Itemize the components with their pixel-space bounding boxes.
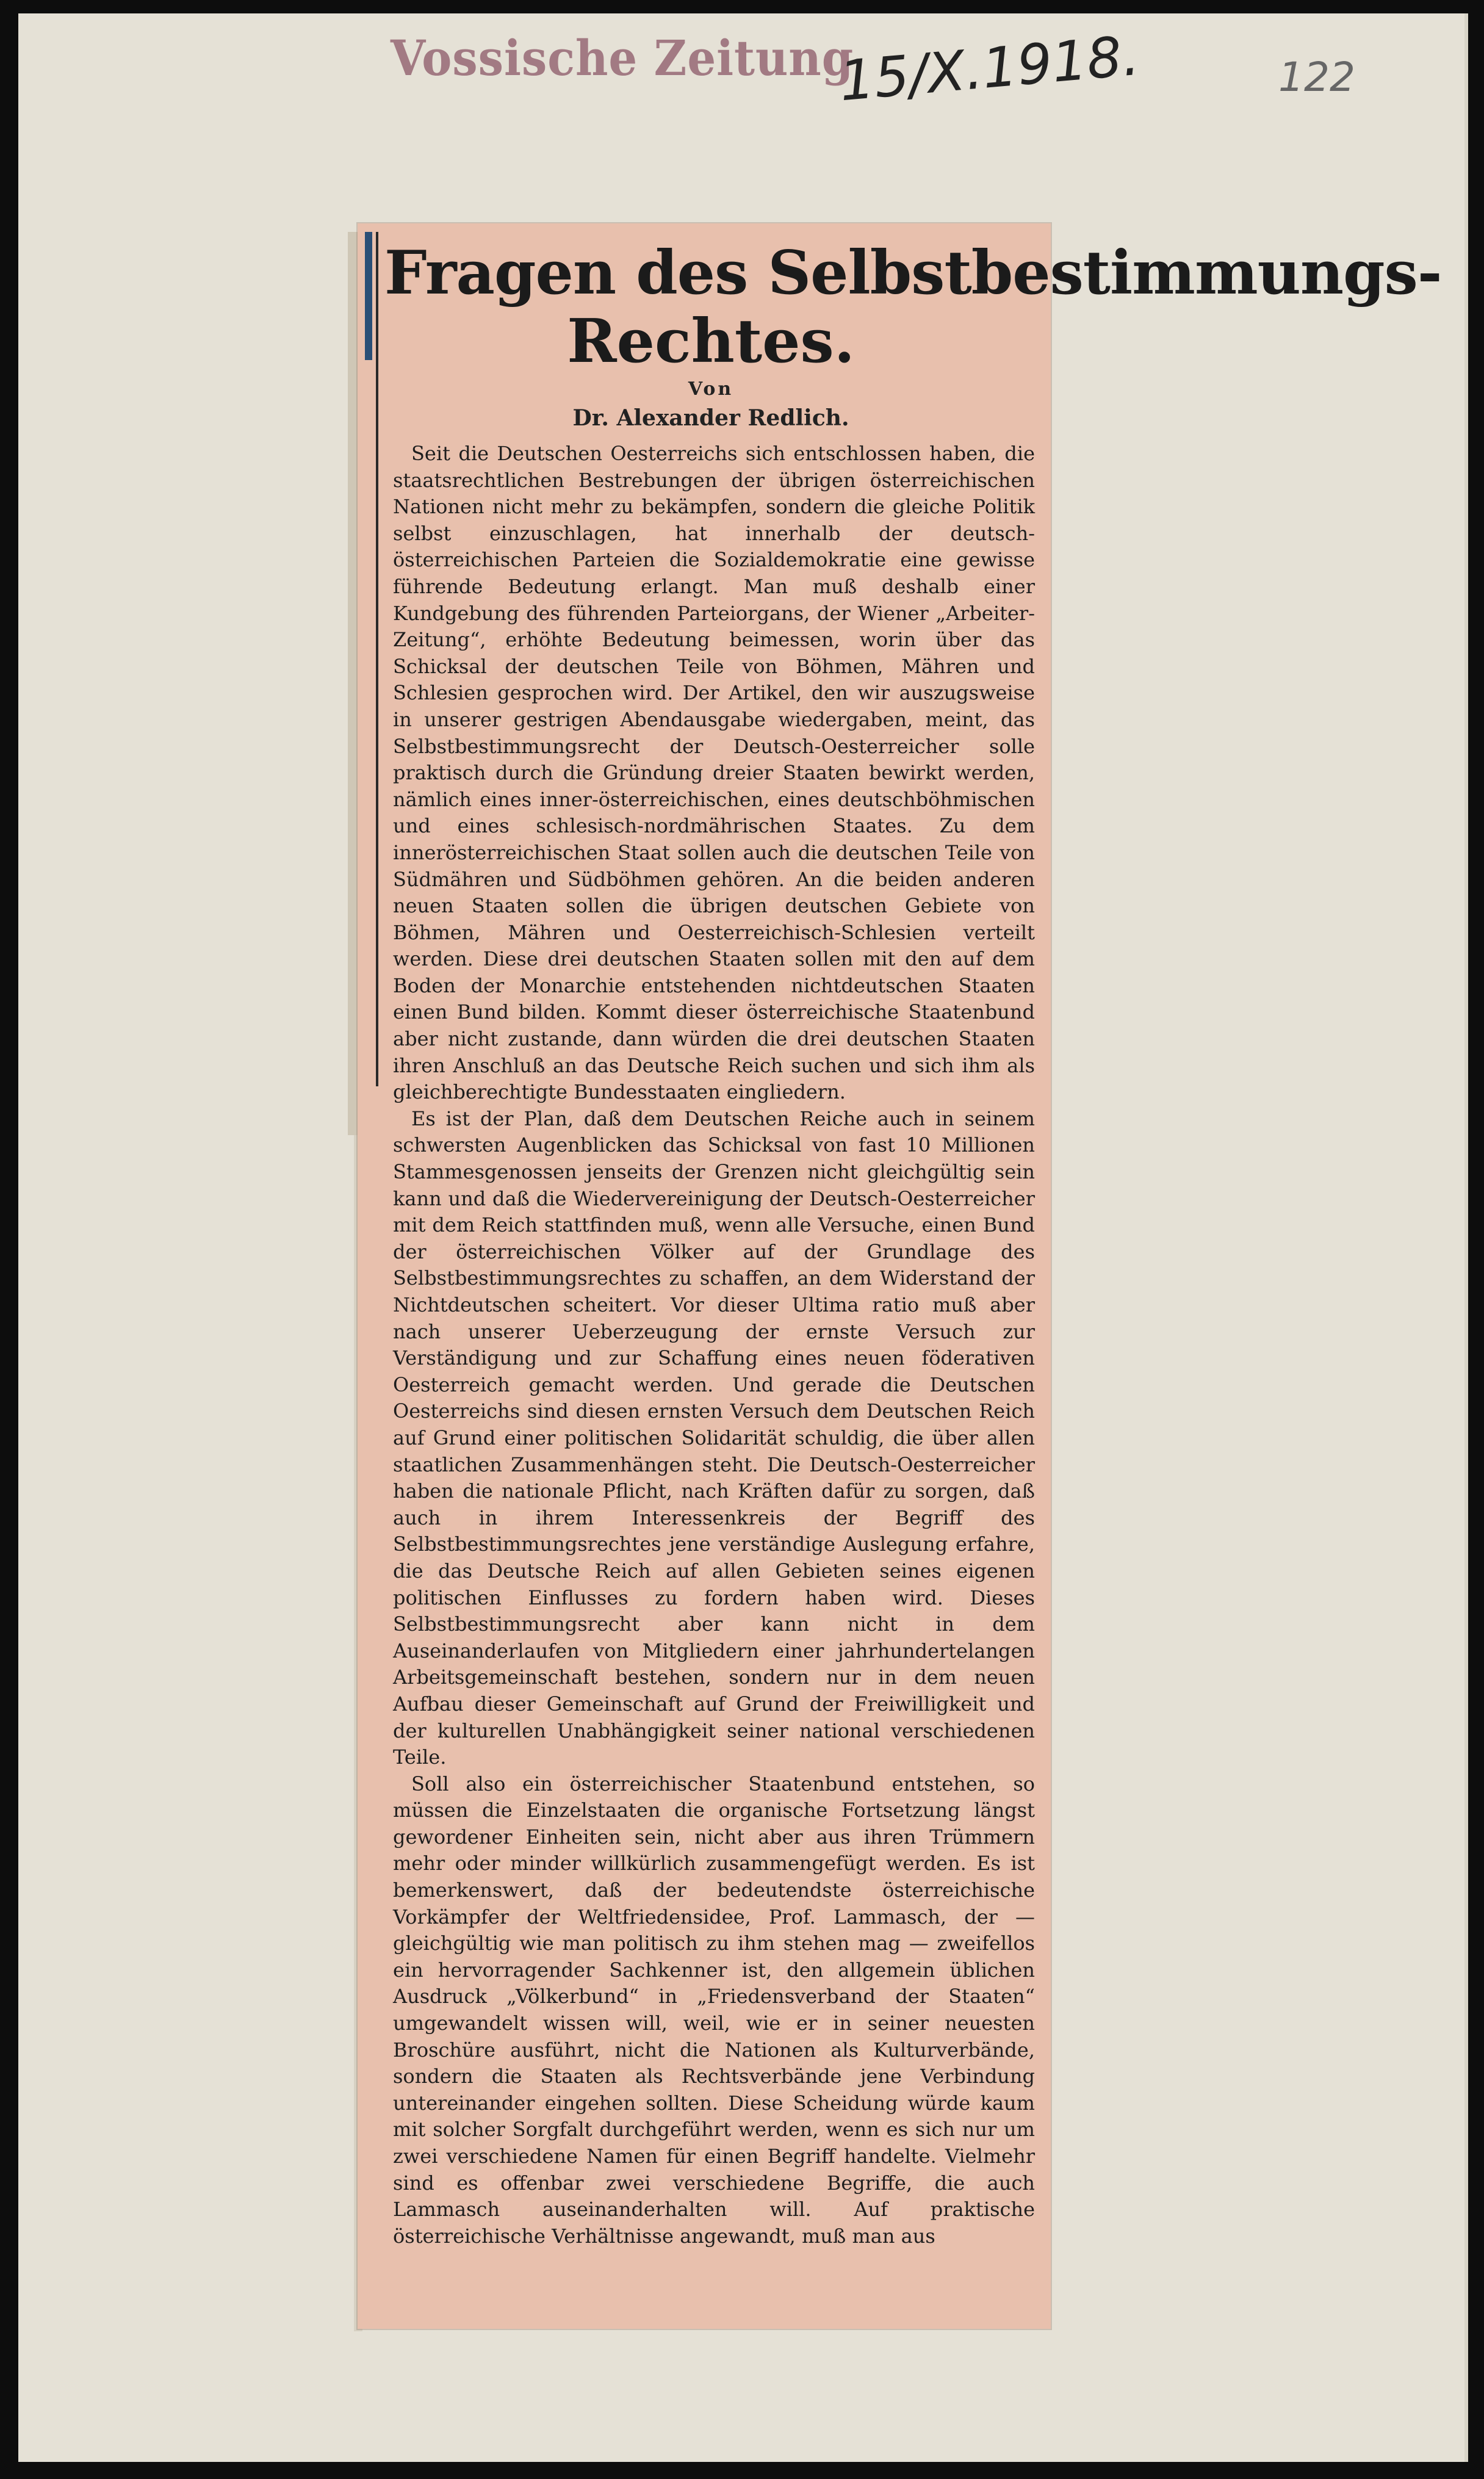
newspaper-stamp: Vossische Zeitung [391,29,854,87]
handwritten-date: 15/X.1918. [837,23,1142,114]
headline-line-2: Rechtes. [567,306,855,377]
article-paragraph-3: Soll also ein österreichischer Staatenbund entstehen, so müssen die Einzelstaaten die organische Fortsetzung längst gewordener Einheiten sein, nicht aber aus ihren Trümmern mehr oder minder willkürlich zusammengefügt werden. Es ist bemerkenswert, daß der bedeutendste österreichische Vorkämpfer der Weltfriedensidee, Prof. Lammasch, der — gleichgültig wie man politisch zu ihm stehen mag — zweifellos ein hervorragender Sachkenner ist, den allgemein üblichen Ausdruck „Völkerbund“ in „Friedensverband der Staaten“ umgewandelt wissen will, weil, wie er in seiner neuesten Broschüre ausführt, nicht die Nationen als Kulturverbände, sondern die Staaten als Rechtsverbände jene Verbindung untereinander eingehen sollten. Diese Scheidung würde kaum mit solcher Sorgfalt durchgeführt werden, wenn es sich nur um zwei verschiedene Namen für einen Begriff handelte. Vielmehr sind es offenbar zwei verschiedene Begriffe, die auch Lammasch auseinanderhalten will. Auf praktische österreichische Verhältnisse angewandt, muß man aus [393,1772,1035,2248]
byline-prefix: Von [688,378,734,400]
byline-author: Dr. Alexander Redlich. [572,405,849,431]
article-headline [384,238,1442,377]
article-paragraph-2: Es ist der Plan, daß dem Deutschen Reiche auch in seinem schwersten Augenblicken das Schicksal von fast 10 Millionen Stammesgenossen jenseits der Grenzen nicht gleichgültig sein kann und daß die Wiedervereinigung der Deutsch-Oesterreicher mit dem Reich stattfinden muß, wenn alle Versuche, einen Bund der österreichischen Völker auf der Grundlage des Selbstbestimmungsrechtes zu schaffen, an dem Widerstand der Nichtdeutschen scheitert. Vor dieser Ultima ratio muß aber nach unserer Ueberzeugung der ernste Versuch zur Verständigung und zur Schaffung eines neuen föderativen Oesterreich gemacht werden. Und gerade die Deutschen Oesterreichs sind diesen ernsten Versuch dem Deutschen Reich auf Grund einer politischen Solidarität schuldig, die über allen staatlichen Zusammenhängen steht. Die Deutsch-Oesterreicher haben die nationale Pflicht, nach Kräften dafür zu sorgen, daß auch in ihrem Interessenkreis der Begriff des Selbstbestimmungsrechtes jene verständige Auslegung erfahre, die das Deutsche Reich auf allen Gebieten seines eigenen politischen Einflusses zu fordern haben wird. Dieses Selbstbestimmungsrecht aber kann nicht in dem Auseinanderlaufen von Mitgliedern einer jahrhundertelangen Arbeitsgemeinschaft bestehen, sondern nur in dem neuen Aufbau dieser Gemeinschaft auf Grund der Freiwilligkeit und der kulturellen Unabhängigkeit seiner national verschiedenen Teile. [393,1106,1035,1769]
article-body [393,441,1035,2250]
page-number: 122 [1278,54,1355,101]
article-paragraph-1: Seit die Deutschen Oesterreichs sich entschlossen haben, die staatsrechtlichen Bestrebungen der übrigen österreichischen Nationen nicht mehr zu bekämpfen, sondern die gleiche Politik selbst einzuschlagen, hat innerhalb der deutsch-österreichischen Parteien die Sozialdemokratie eine gewisse führende Bedeutung erlangt. Man muß deshalb einer Kundgebung des führenden Parteiorgans, der Wiener „Arbeiter-Zeitung“, erhöhte Bedeutung beimessen, worin über das Schicksal der deutschen Teile von Böhmen, Mähren und Schlesien gesprochen wird. Der Artikel, den wir auszugsweise in unserer gestrigen Abendausgabe wiedergaben, meint, das Selbstbestimmungsrecht der Deutsch-Oesterreicher solle praktisch durch die Gründung dreier Staaten bewirkt werden, nämlich eines inner-österreichischen, eines deutschböhmischen und eines schlesisch-nordmährischen Staates. Zu dem innerösterreichischen Staat sollen auch die deutschen Teile von Südmähren und Südböhmen gehören. An die beiden anderen neuen Staaten sollen die übrigen deutschen Gebiete von Böhmen, Mähren und Oesterreichisch-Schlesien verteilt werden. Diese drei deutschen Staaten sollen mit den auf dem Boden der Monarchie entstehenden nichtdeutschen Staaten einen Bund bilden. Kommt dieser österreichische Staatenbund aber nicht zustande, dann würden die drei deutschen Staaten ihren Anschluß an das Deutsche Reich suchen und sich ihm als gleichberechtigte Bundesstaaten eingliedern. [393,442,1035,1104]
blue-marker [365,232,372,360]
column-rule [376,232,378,1086]
headline-line-1: Fragen des Selbstbestimmungs- [384,238,1442,308]
